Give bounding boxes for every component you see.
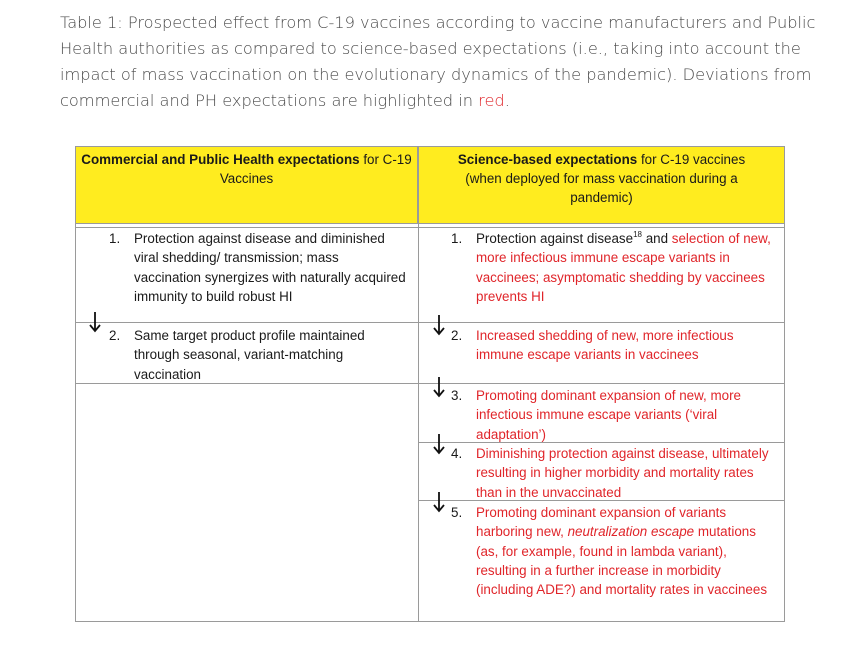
right-item-3-text: Promoting dominant expansion of new, more infectious immune escape variants (‘viral adaptation’) <box>476 388 741 442</box>
row-line-1 <box>75 227 785 228</box>
table-caption <box>60 10 820 114</box>
right-item-4-text: Diminishing protection against disease, ultimately resulting in higher morbidity and mortality rates than in the unvaccinated <box>476 446 769 500</box>
table-border-bottom <box>75 621 785 622</box>
down-arrow-icon <box>433 314 445 336</box>
right-item-1-red: selection of new, more infectious immune escape variants in vaccinees; asymptomatic shedding by vaccinees prevents HI <box>476 231 771 304</box>
left-item-2-text: Same target product profile maintained through seasonal, variant-matching vaccination <box>134 328 365 382</box>
header-science-rest: for C-19 vaccines (when deployed for mass vaccination during a pandemic) <box>465 152 746 205</box>
left-item-1-text: Protection against disease and diminished viral shedding/ transmission; mass vaccination synergizes with naturally acquired immunity to build robust HI <box>134 231 406 304</box>
right-item-1-black: Protection against disease <box>476 231 634 246</box>
row-line-2 <box>75 322 785 323</box>
right-item-5-text <box>476 503 778 599</box>
right-item-2-text: Increased shedding of new, more infectious immune escape variants in vaccinees <box>476 328 734 363</box>
left-item-2-num: 2. <box>109 328 121 343</box>
header-commercial <box>75 146 418 224</box>
down-arrow-icon <box>89 311 101 333</box>
right-item-1-ref: 18 <box>633 230 642 239</box>
header-commercial-bold: Commercial and Public Health expectations <box>81 152 360 167</box>
right-item-1-num: 1. <box>451 231 463 246</box>
down-arrow-icon <box>433 433 445 455</box>
comparison-table <box>75 146 785 622</box>
table-border-right <box>784 224 785 622</box>
header-science-bold: Science-based expectations <box>457 152 638 167</box>
right-item-3-num: 3. <box>451 388 463 403</box>
right-item-1-and: and <box>641 231 672 246</box>
table-border-left <box>75 224 76 622</box>
right-item-1-text <box>476 229 778 306</box>
down-arrow-icon <box>433 491 445 513</box>
caption-red-word: red <box>478 91 505 110</box>
right-item-5-italic: neutralization escape <box>567 524 695 540</box>
caption-text: Table 1: Prospected effect from C-19 vaccines according to vaccine manufacturers and Public Health authorities as compared to science-based expectations (i.e., taking into account the impact of mass vaccination on the evolutionary dynamics of the pandemic). Deviations from commercial and PH expectations are highlighted in <box>60 13 816 110</box>
right-item-5-text-b: mutations (as, for example, found in lambda variant), resulting in a further increase in morbidity (including ADE?) and mortality rates in vaccinees <box>476 524 768 598</box>
right-item-5-num: 5. <box>451 505 463 520</box>
caption-end: . <box>504 91 510 110</box>
header-science <box>418 146 785 224</box>
left-item-1-num: 1. <box>109 231 121 246</box>
right-item-5-text-a: Promoting dominant expansion of variants harboring new, <box>476 505 727 540</box>
header-commercial-rest: for C-19 Vaccines <box>219 152 412 186</box>
right-item-2-num: 2. <box>451 328 463 343</box>
table-divider <box>418 224 419 622</box>
right-item-4-num: 4. <box>451 446 463 461</box>
down-arrow-icon <box>433 376 445 398</box>
